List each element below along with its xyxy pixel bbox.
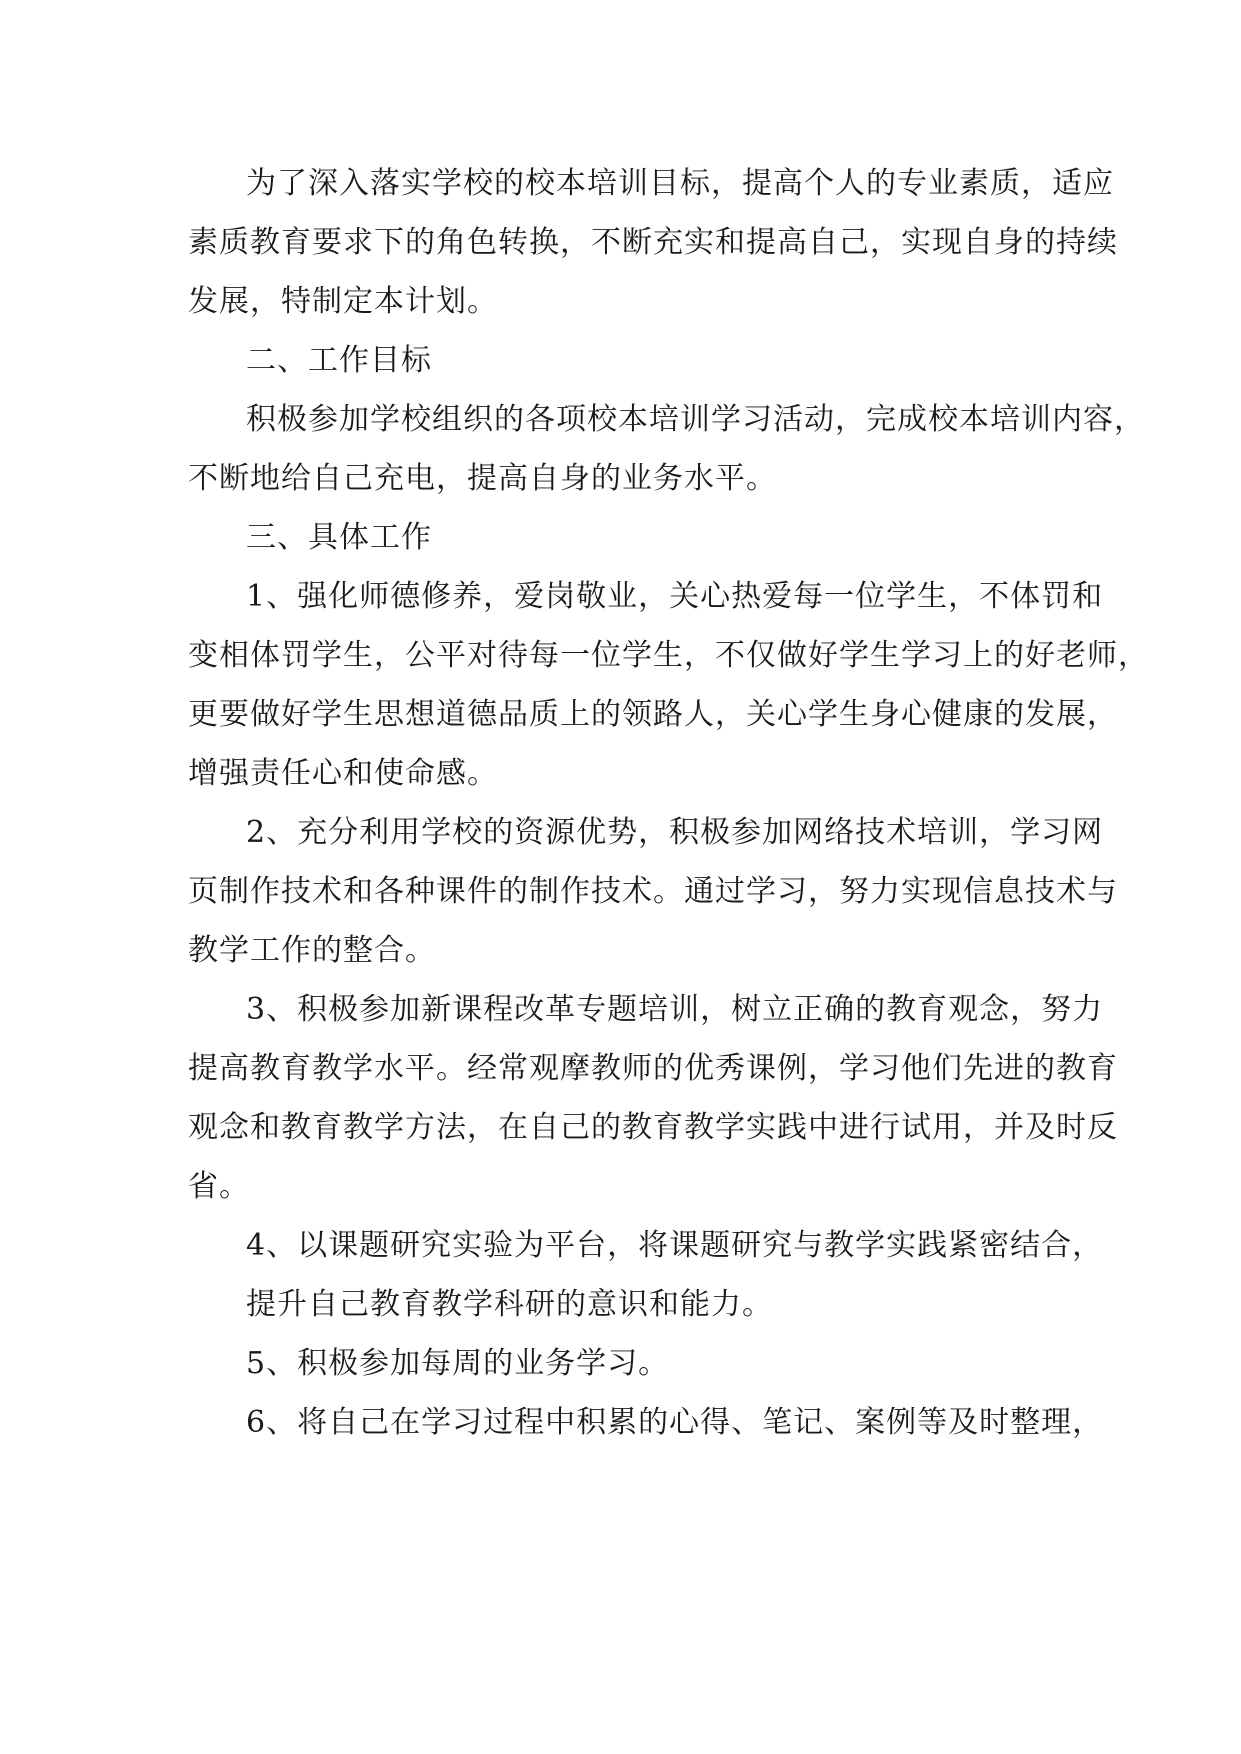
paragraph-line: 变相体罚学生，公平对待每一位学生，不仅做好学生学习上的好老师， bbox=[188, 638, 1149, 673]
paragraph-line: 4、以课题研究实验为平台，将课题研究与教学实践紧密结合， bbox=[246, 1228, 1104, 1263]
paragraph-line: 6、将自己在学习过程中积累的心得、笔记、案例等及时整理， bbox=[246, 1405, 1104, 1440]
paragraph-line: 积极参加学校组织的各项校本培训学习活动，完成校本培训内容， bbox=[246, 402, 1145, 437]
paragraph-line: 不断地给自己充电，提高自身的业务水平。 bbox=[188, 461, 777, 496]
paragraph-line: 观念和教育教学方法，在自己的教育教学实践中进行试用，并及时反 bbox=[188, 1110, 1118, 1145]
paragraph-line: 发展，特制定本计划。 bbox=[188, 284, 498, 319]
paragraph-line: 为了深入落实学校的校本培训目标，提高个人的专业素质，适应 bbox=[246, 166, 1114, 201]
section-heading: 三、具体工作 bbox=[246, 520, 432, 555]
paragraph-line: 增强责任心和使命感。 bbox=[188, 756, 498, 791]
paragraph-line: 3、积极参加新课程改革专题培训，树立正确的教育观念，努力 bbox=[246, 992, 1104, 1027]
paragraph-line: 素质教育要求下的角色转换，不断充实和提高自己，实现自身的持续 bbox=[188, 225, 1118, 260]
paragraph-line: 教学工作的整合。 bbox=[188, 933, 436, 968]
paragraph-line: 1、强化师德修养，爱岗敬业，关心热爱每一位学生，不体罚和 bbox=[246, 579, 1104, 614]
paragraph-line: 更要做好学生思想道德品质上的领路人，关心学生身心健康的发展， bbox=[188, 697, 1118, 732]
section-heading: 二、工作目标 bbox=[246, 343, 432, 378]
paragraph-line: 2、充分利用学校的资源优势，积极参加网络技术培训，学习网 bbox=[246, 815, 1104, 850]
paragraph-line: 提高教育教学水平。经常观摩教师的优秀课例，学习他们先进的教育 bbox=[188, 1051, 1118, 1086]
paragraph-line: 省。 bbox=[188, 1169, 250, 1204]
paragraph-line: 页制作技术和各种课件的制作技术。通过学习，努力实现信息技术与 bbox=[188, 874, 1118, 909]
paragraph-line: 5、积极参加每周的业务学习。 bbox=[246, 1346, 670, 1381]
paragraph-line: 提升自己教育教学科研的意识和能力。 bbox=[246, 1287, 773, 1322]
